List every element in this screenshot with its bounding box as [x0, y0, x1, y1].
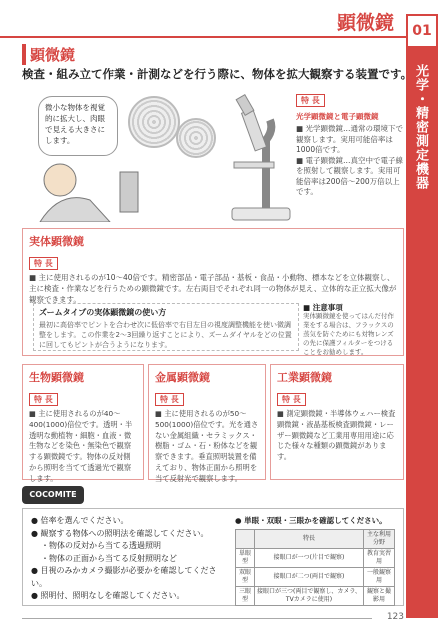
kougyou-title: 工業顕微鏡: [277, 371, 332, 384]
jittai-section: [22, 228, 404, 356]
kinzoku-title: 金属顕微鏡: [155, 371, 210, 384]
checklist-box: [22, 508, 404, 606]
page-title: 顕微鏡: [336, 12, 394, 34]
table-cell: 接眼口が三つ(両目で観察し、カメラ、TVカメラに使用): [255, 587, 364, 606]
checklist-right-title: ● 単眼・双眼・三眼かを確認してください。: [235, 516, 387, 525]
kougyou-section: [270, 364, 404, 480]
section-heading: 顕微鏡: [22, 44, 75, 65]
seibutsu-body: ■ 主に使用されるのが40〜400(1000)倍位です。透明・半透明な動植物・細胞・血液・微生物などを染色・無染色で観察する顕微鏡です。物体の反対側から照明を当てて透過光で観察します。: [29, 409, 133, 483]
seibutsu-title: 生物顕微鏡: [29, 371, 84, 384]
feature-panel: [296, 88, 406, 198]
specimen-magnified-1: [128, 96, 180, 148]
kougyou-tag: 特 長: [277, 393, 306, 406]
kinzoku-body: ■ 主に使用されるのが50〜500(1000)倍位です。光を通さない金属組織・セラミックス・樹脂・ゴム・石・粉体などを観察できます。垂直照明装置を備えており、物体正面から照明を当て反射光で観察します。: [155, 409, 259, 483]
seibutsu-tag: 特 長: [29, 393, 58, 406]
feature-tag: 特 長: [296, 94, 325, 107]
table-header-row: [236, 530, 395, 549]
seibutsu-section: [22, 364, 144, 483]
checklist-item: ● 照明付、照明なしを確認してください。: [31, 591, 185, 600]
checklist-right: [235, 515, 399, 606]
table-header: 特長: [255, 530, 364, 549]
zoom-body: 最初に高倍率でピントを合わせ次に低倍率で右目左目の視度調整機能を使い微調整をします。この作業を2〜3回繰り返すことにより、ズームダイヤルをどの位置に回してもピントが合うようになります。: [39, 321, 292, 349]
caution-title: ■ 注意事項: [303, 303, 343, 312]
checklist-left: [31, 515, 231, 603]
cocomite-logo: COCOMITE: [22, 486, 84, 504]
jittai-tag: 特 長: [29, 257, 58, 270]
table-cell: 接眼口が二つ(両目で観察): [255, 568, 364, 587]
checklist-item: ● 倍率を選んでください。: [31, 516, 129, 525]
kougyou-body: ■ 測定顕微鏡・半導体ウェハー検査顕微鏡・液晶基板検査顕微鏡・レーザー顕微鏡など工業用専用用途に応じた様々な種類の顕微鏡があります。: [277, 409, 396, 462]
ocular-type-table: [235, 529, 395, 606]
table-header: 主な利用分野: [363, 530, 394, 549]
checklist-item: ● 観察する物体への照明法を確認してください。: [31, 528, 209, 538]
table-cell: 双眼型: [236, 568, 255, 587]
feature-title: 光学顕微鏡と電子顕微鏡: [296, 112, 379, 121]
side-label: 光学・精密測定機器: [413, 64, 428, 190]
table-row: [236, 587, 395, 606]
zoom-usage-box: [33, 303, 299, 351]
kinzoku-tag: 特 長: [155, 393, 184, 406]
table-row: [236, 549, 395, 568]
table-row: [236, 568, 395, 587]
feature-item: ■ 電子顕微鏡…真空中で電子線を照射して観察します。実用可能倍率は200倍〜200万倍以上です。: [296, 155, 403, 196]
table-cell: 接眼口が一つ(片目で観察): [255, 549, 364, 568]
feature-item: ■ 光学顕微鏡…通常の環境下で観察します。実用可能倍率は1000倍です。: [296, 124, 403, 154]
lead-text: 検査・組み立て作業・計測などを行う際に、物体を拡大観察する装置です。: [22, 67, 413, 81]
kinzoku-section: [148, 364, 266, 483]
table-cell: 三眼型: [236, 587, 255, 606]
caution-note: [303, 303, 399, 357]
checklist-item: ・物体の正面から当てる反射照明など: [41, 553, 177, 563]
footer-rule: [22, 618, 372, 619]
zoom-title: ズームタイプの実体顕微鏡の使い方: [39, 308, 167, 317]
specimen-magnified-2: [176, 118, 216, 158]
jittai-body: ■ 主に使用されるのが10〜40倍です。精密部品・電子部品・基板・食品・小動物、標本などを立体観察し、主に検査・作業などを行うための顕微鏡です。左右両目でそれぞれ同一の物体が見え、立体的な正立拡大像が観察できます。: [29, 273, 397, 304]
header: [0, 0, 438, 40]
checklist-item: ● 目視のみかカメラ撮影が必要かを確認してください。: [31, 566, 217, 588]
table-cell: 教育実習用: [363, 549, 394, 568]
microscope-illustration: [226, 90, 294, 222]
caution-body: 実体顕微鏡を使ってはんだ付作業をする場合は、フラックスの蒸気を防ぐためにも対物レンズの先に保護フィルターをつけることをお勧めします。: [303, 312, 394, 356]
table-cell: 単眼型: [236, 549, 255, 568]
speech-bubble: 微小な物体を視覚的に拡大し、肉眼で見える大きさにします。: [38, 96, 118, 156]
table-cell: 観察と撮影用: [363, 587, 394, 606]
table-header: [236, 530, 255, 549]
chapter-number: 01: [406, 14, 438, 48]
table-cell: 一般観察用: [363, 568, 394, 587]
jittai-title: 実体顕微鏡: [29, 235, 84, 248]
checklist-item: ・物体の反対から当てる透過照明: [41, 541, 161, 550]
page-number: 123: [386, 612, 404, 622]
person-illustration: [30, 160, 160, 222]
header-rule: [0, 36, 410, 38]
